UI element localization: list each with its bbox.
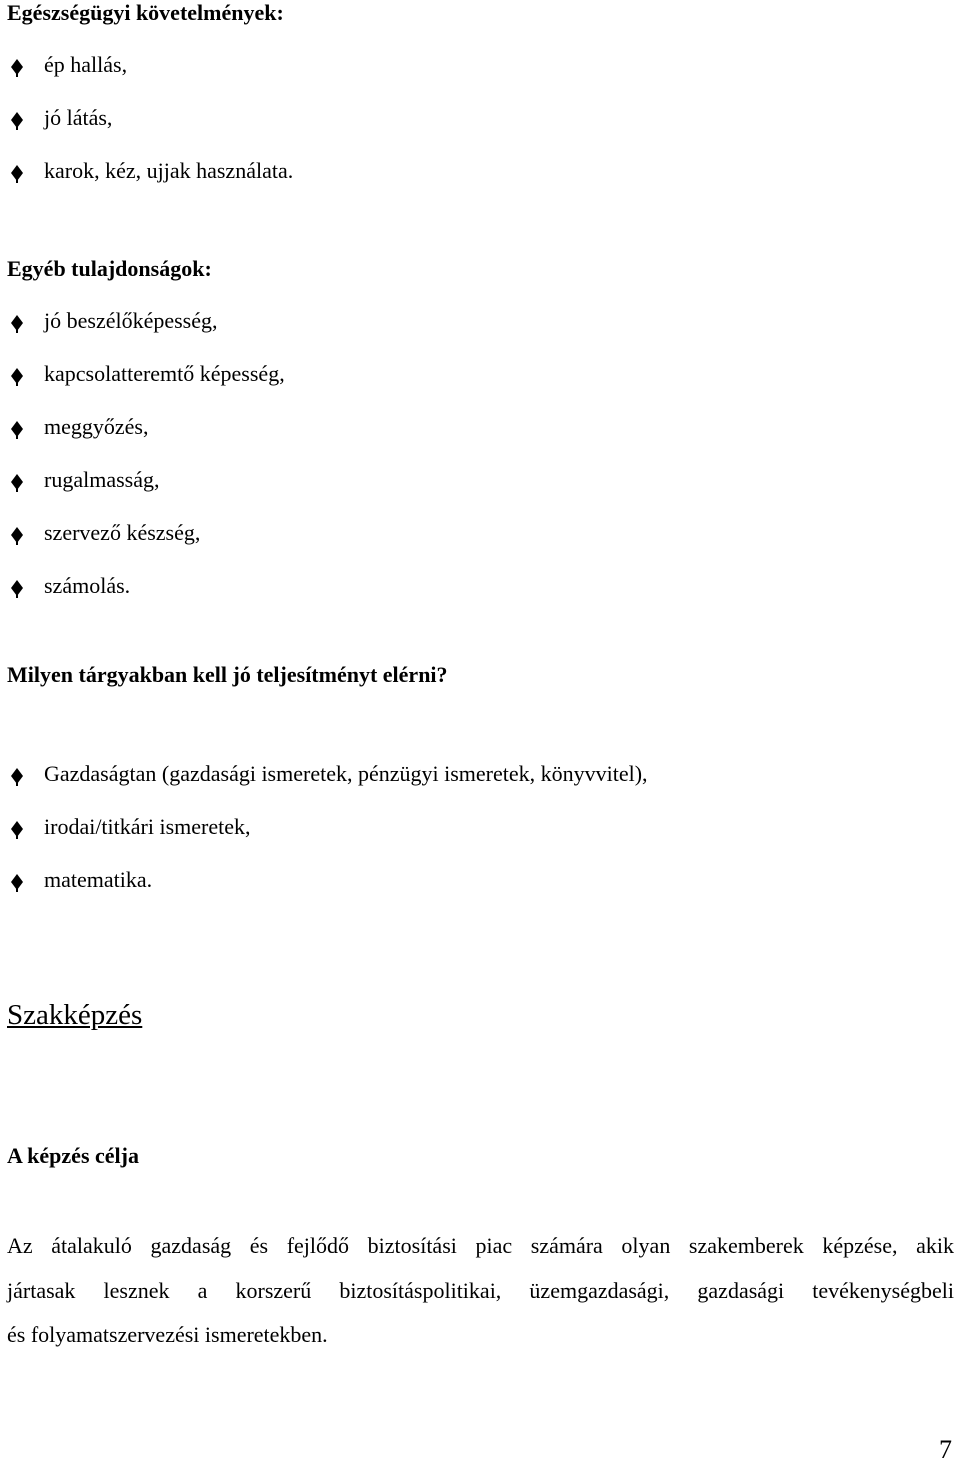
training-goal-heading: A képzés célja bbox=[7, 1143, 139, 1168]
paragraph-line: jártasak lesznek a korszerű biztosításpolitikai, üzemgazdasági, gazdasági tevékenységbeli bbox=[7, 1278, 954, 1303]
list-item-label: számolás. bbox=[44, 573, 131, 598]
diamond-bullet-icon bbox=[10, 526, 24, 546]
diamond-bullet-icon bbox=[10, 767, 24, 787]
list-item-label: jó beszélőképesség, bbox=[44, 308, 218, 333]
paragraph-line: Az átalakuló gazdaság és fejlődő biztosítási piac számára olyan szakemberek képzése, akik bbox=[7, 1233, 954, 1258]
diamond-bullet-icon bbox=[10, 367, 24, 387]
list-item-label: rugalmasság, bbox=[44, 467, 160, 492]
subjects-heading: Milyen tárgyakban kell jó teljesítményt elérni? bbox=[7, 662, 448, 687]
list-item-label: irodai/titkári ismeretek, bbox=[44, 814, 251, 839]
diamond-bullet-icon bbox=[10, 58, 24, 78]
section-title: Szakképzés bbox=[7, 999, 143, 1031]
list-item-label: jó látás, bbox=[44, 105, 113, 130]
diamond-bullet-icon bbox=[10, 111, 24, 131]
list-item-label: karok, kéz, ujjak használata. bbox=[44, 158, 294, 183]
health-requirements-heading: Egészségügyi követelmények: bbox=[7, 0, 284, 25]
list-item-label: szervező készség, bbox=[44, 520, 201, 545]
page-number: 7 bbox=[939, 1435, 952, 1464]
diamond-bullet-icon bbox=[10, 164, 24, 184]
list-item-label: Gazdaságtan (gazdasági ismeretek, pénzügyi ismeretek, könyvvitel), bbox=[44, 761, 648, 786]
diamond-bullet-icon bbox=[10, 873, 24, 893]
other-qualities-heading: Egyéb tulajdonságok: bbox=[7, 256, 212, 281]
list-item-label: kapcsolatteremtő képesség, bbox=[44, 361, 285, 386]
paragraph-line: és folyamatszervezési ismeretekben. bbox=[7, 1322, 328, 1347]
list-item-label: ép hallás, bbox=[44, 52, 128, 77]
diamond-bullet-icon bbox=[10, 473, 24, 493]
diamond-bullet-icon bbox=[10, 420, 24, 440]
diamond-bullet-icon bbox=[10, 314, 24, 334]
list-item-label: matematika. bbox=[44, 867, 153, 892]
list-item-label: meggyőzés, bbox=[44, 414, 149, 439]
diamond-bullet-icon bbox=[10, 579, 24, 599]
diamond-bullet-icon bbox=[10, 820, 24, 840]
